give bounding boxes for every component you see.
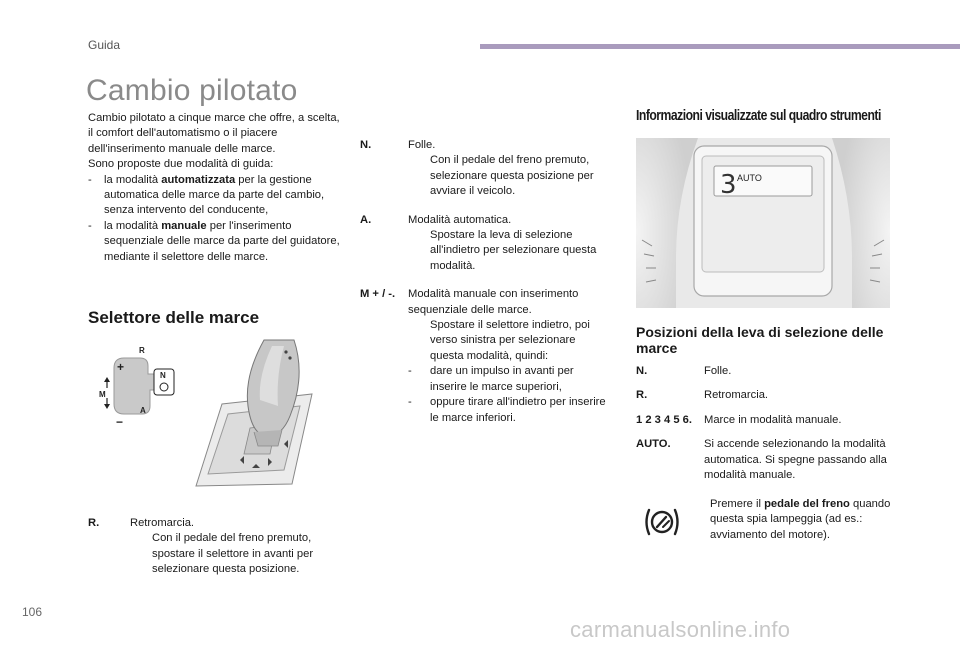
item-text: Folle. <box>704 365 732 377</box>
list-item <box>636 413 896 428</box>
text-run: Premere il <box>710 498 765 510</box>
item-instruction: oppure tirare all'indietro per inserire le marce inferiori. <box>430 396 606 424</box>
item-label: Retromarcia. <box>130 517 195 529</box>
list-item <box>636 388 896 403</box>
info-heading: Informazioni visualizzate sul quadro strumenti <box>636 108 881 124</box>
intro-list-item <box>88 219 343 265</box>
text-run: per la gestione automatica delle marce da parte del cambio, senza intervento del conducente, <box>104 173 325 217</box>
instrument-cluster-illustration <box>636 138 890 308</box>
item-label: Modalità automatica. <box>408 213 512 226</box>
item-key: R. <box>636 389 648 402</box>
positions-list <box>636 364 896 492</box>
arrow-marker-icon <box>408 318 430 364</box>
text-run: quando questa spia lampeggia (ad es.: avviamento del motore). <box>710 498 891 541</box>
arrow-marker-icon <box>688 497 710 543</box>
item-instruction: Spostare la leva di selezione all'indietro per selezionare questa modalità. <box>430 229 597 272</box>
item-text: Retromarcia. <box>704 389 769 402</box>
mode-item-neutral <box>360 138 610 200</box>
gate-label-r: R <box>139 346 145 355</box>
reverse-description <box>88 516 338 578</box>
header-accent-bar <box>480 44 960 49</box>
gate-label-n: N <box>160 371 166 380</box>
selector-heading: Selettore delle marce <box>88 308 260 327</box>
text-run: per l'inserimento sequenziale delle marce da parte del guidatore, mediante il selettore delle marce. <box>104 219 340 263</box>
item-text: Marce in modalità manuale. <box>704 413 842 426</box>
section-label: Guida <box>88 38 121 52</box>
gate-label-minus: − <box>116 415 124 429</box>
display-mode: AUTO <box>737 173 762 183</box>
mode-item-manual <box>360 287 610 426</box>
page-number: 106 <box>22 605 43 619</box>
item-text: Si accende selezionando la modalità automatica. Si spegne passando alla modalità manuale. <box>704 438 887 482</box>
item-key: R. <box>88 517 100 529</box>
arrow-marker-icon <box>130 531 152 577</box>
arrow-marker-icon <box>408 228 430 274</box>
item-instruction: Con il pedale del freno premuto, spostare il selettore in avanti per selezionare questa posizione. <box>152 532 314 576</box>
item-label: Modalità manuale con inserimento sequenziale delle marce. <box>408 288 579 316</box>
brake-pedal-warning-icon <box>642 506 682 538</box>
item-key: 1 2 3 4 5 6. <box>636 413 692 426</box>
intro-text <box>88 111 343 265</box>
intro-paragraph-modes: Sono proposte due modalità di guida: <box>88 158 274 171</box>
brake-note <box>688 497 898 543</box>
item-key: N. <box>636 365 648 377</box>
arrow-marker-icon <box>408 153 430 199</box>
intro-list-item <box>88 173 343 219</box>
list-item <box>636 364 896 379</box>
item-key: AUTO. <box>636 438 671 451</box>
watermark: carmanualsonline.info <box>570 617 791 642</box>
list-item <box>636 437 896 483</box>
gear-gate-diagram <box>92 340 182 430</box>
page-title: Cambio pilotato <box>86 74 298 107</box>
item-key: A. <box>360 213 372 226</box>
display-gear: 3 <box>720 170 737 200</box>
item-key: M + / -. <box>360 288 396 301</box>
mode-item-auto <box>360 213 610 275</box>
positions-heading: Posizioni della leva di selezione delle marce <box>636 324 884 356</box>
list-marker: - <box>88 219 92 232</box>
bold-term: automatizzata <box>161 173 236 186</box>
text-run: la modalità <box>104 219 162 232</box>
gate-label-plus: + <box>117 360 125 374</box>
bold-term: manuale <box>161 219 207 232</box>
modes-list <box>360 138 610 426</box>
intro-paragraph: Cambio pilotato a cinque marce che offre, a scelta, il comfort dell'automatismo o il piacere dell'inserimento manuale delle marce. <box>88 112 340 155</box>
list-marker: - <box>408 365 412 378</box>
gate-label-a: A <box>140 406 146 415</box>
gate-label-m: M <box>99 390 106 399</box>
item-instruction: dare un impulso in avanti per inserire le marce superiori, <box>430 365 574 393</box>
item-instruction: Spostare il selettore indietro, poi verso sinistra per selezionare questa modalità, quindi: <box>430 319 590 362</box>
gear-lever-illustration <box>188 336 316 500</box>
item-instruction: Con il pedale del freno premuto, selezionare questa posizione per avviare il veicolo. <box>430 154 594 198</box>
item-key: N. <box>360 139 372 151</box>
list-marker: - <box>408 396 412 409</box>
list-marker: - <box>88 173 92 186</box>
bold-term: pedale del freno <box>764 498 850 510</box>
item-label: Folle. <box>408 139 436 151</box>
text-run: la modalità <box>104 173 162 186</box>
